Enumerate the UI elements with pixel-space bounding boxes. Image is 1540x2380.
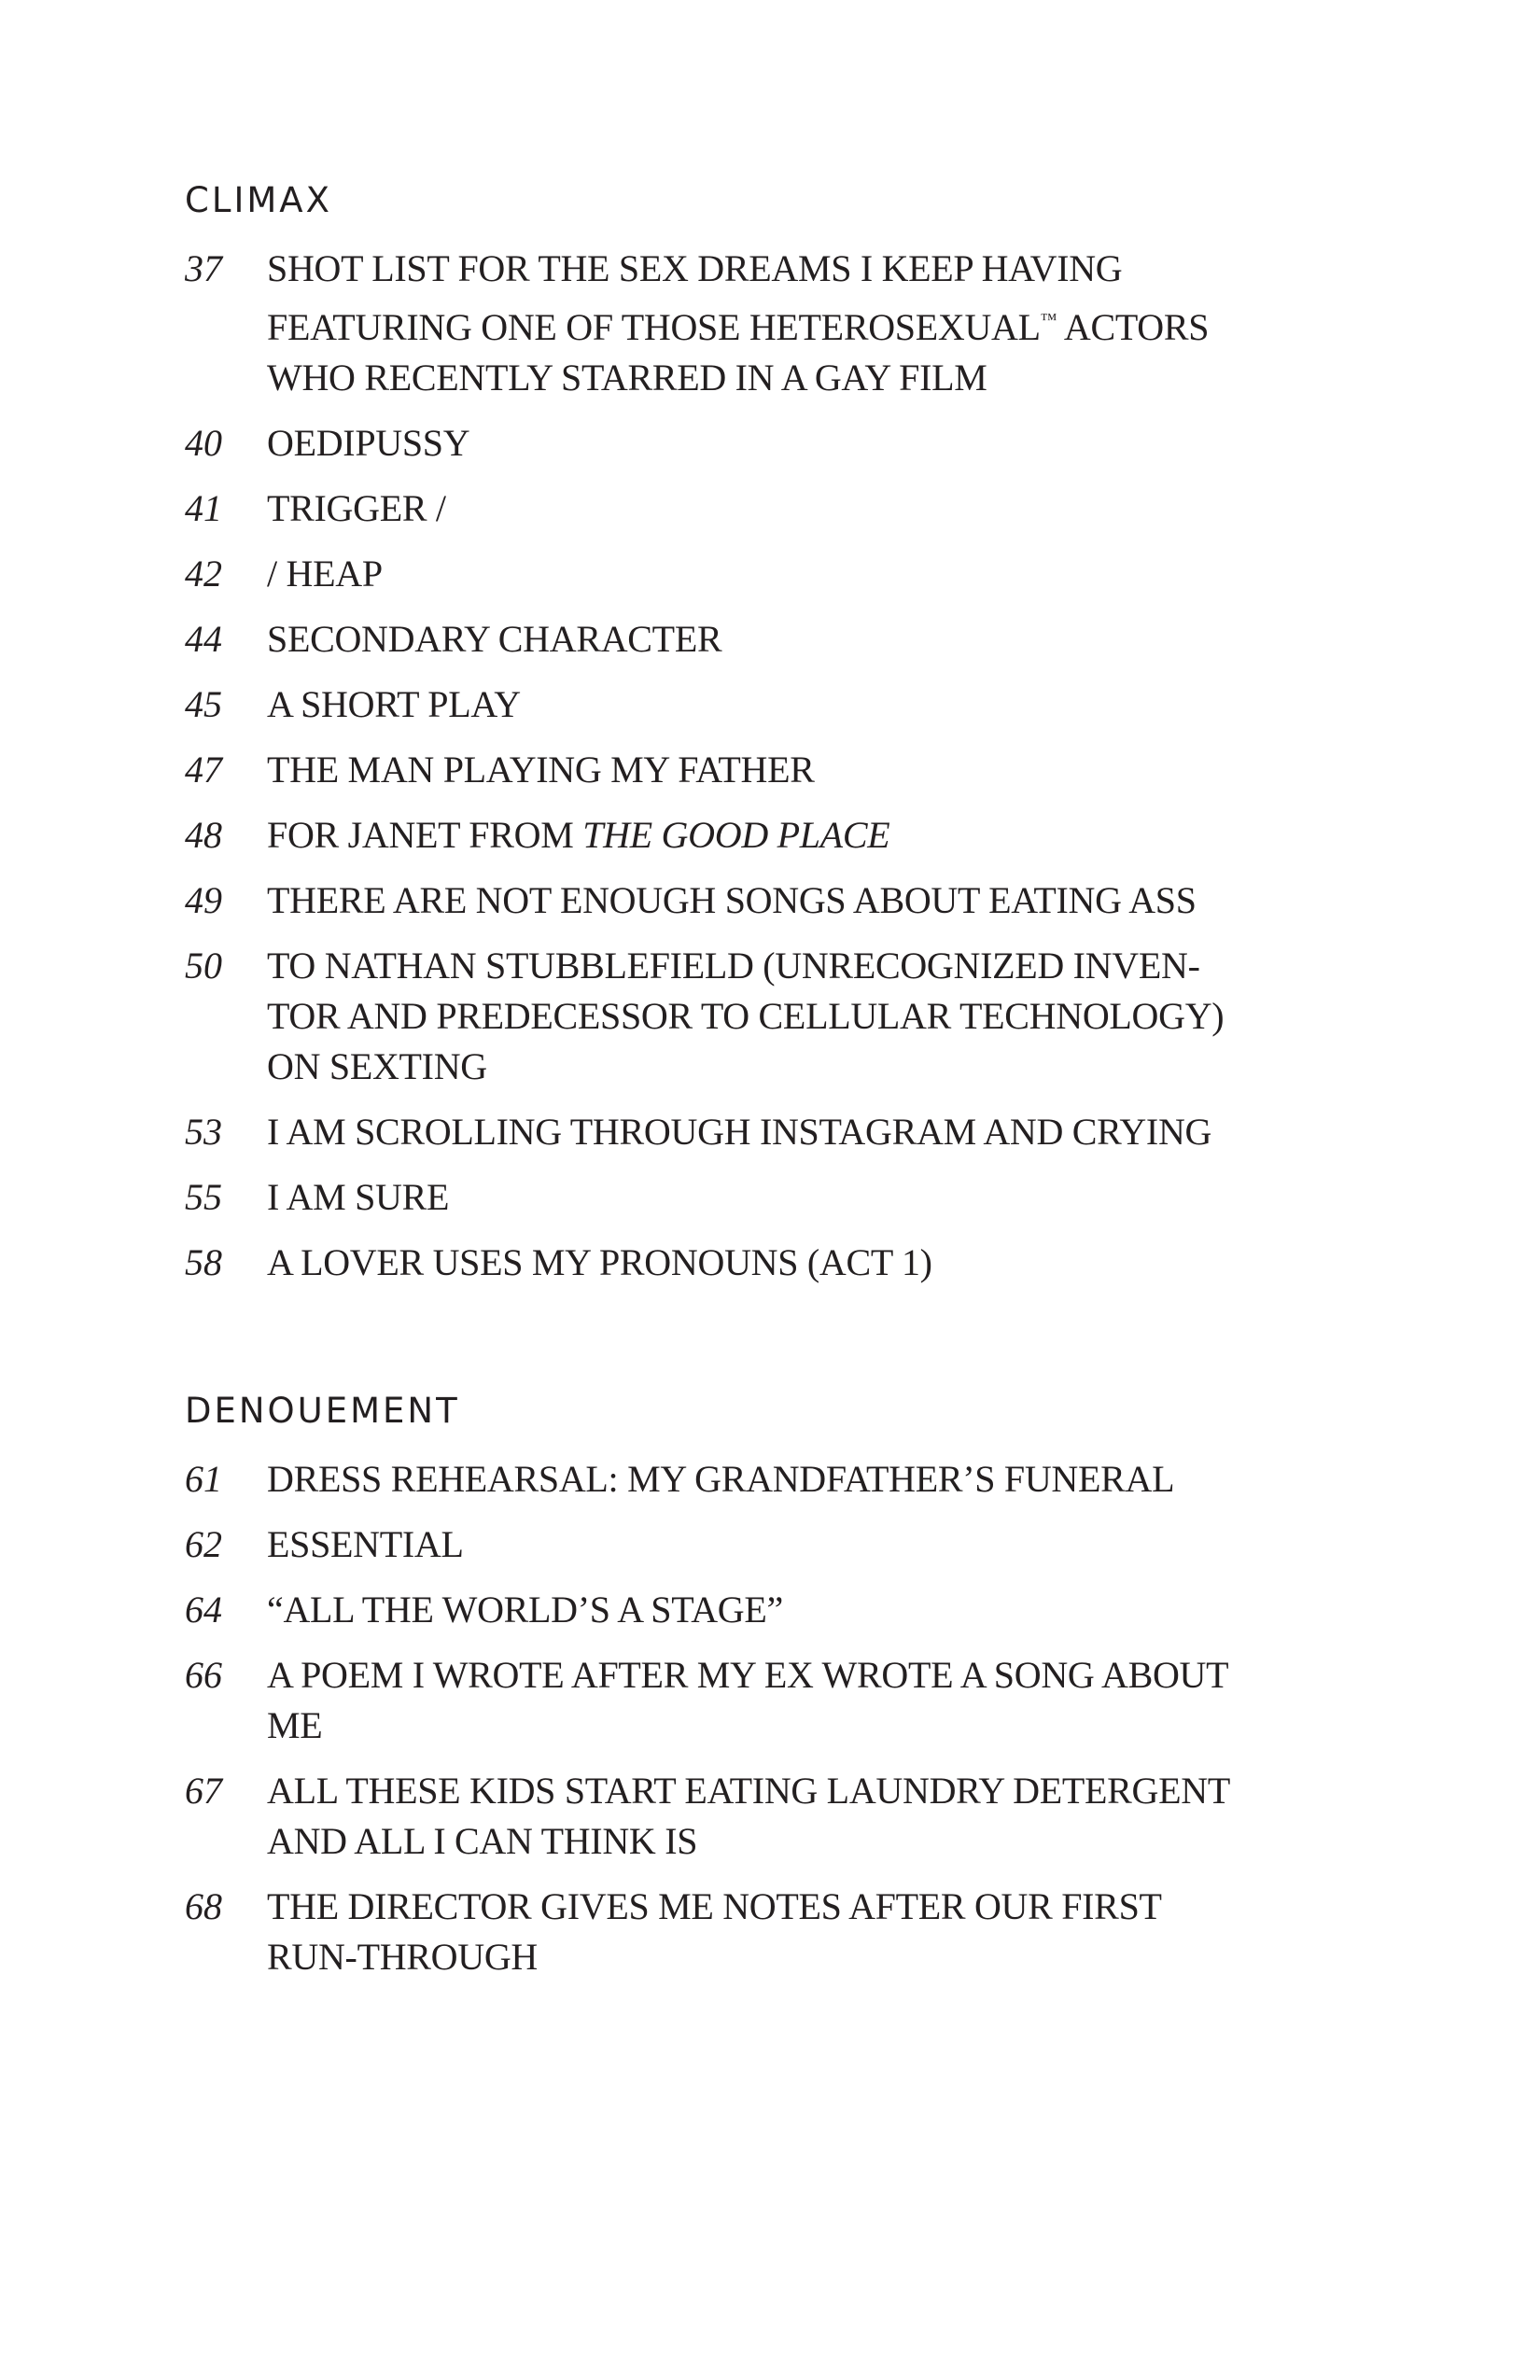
page-number: 53 (185, 1111, 222, 1153)
entry-title: TO NATHAN STUBBLEFIELD (UNRECOGNIZED INVEN- TOR AND PREDECESSOR TO CELLULAR TECHNOLOGY) ON SEXTING (267, 945, 1225, 1087)
entry-title (267, 810, 1361, 861)
entry-title: / HEAP (267, 553, 383, 595)
entry-title-part: FOR JANET FROM (267, 814, 583, 856)
entry-title-part: SHOT LIST FOR THE SEX DREAMS I KEEP HAVING FEATURING ONE OF THOSE HETEROSEXUAL (267, 247, 1123, 348)
entry-title: ESSENTIAL (267, 1523, 464, 1565)
entry-title: A LOVER USES MY PRONOUNS (ACT 1) (267, 1241, 932, 1283)
page-number: 48 (185, 814, 222, 856)
entry-title: DRESS REHEARSAL: MY GRANDFATHER’S FUNERAL (267, 1458, 1175, 1500)
page-number: 68 (185, 1885, 222, 1927)
toc-entry (185, 1519, 1361, 1570)
page-number: 45 (185, 683, 222, 725)
toc-entry (185, 1107, 1361, 1157)
page-number: 64 (185, 1589, 222, 1631)
page-number: 66 (185, 1654, 222, 1696)
page-number: 61 (185, 1458, 222, 1500)
page-number: 67 (185, 1770, 222, 1812)
entry-title: TRIGGER / (267, 487, 446, 529)
toc-entry (185, 1650, 1361, 1751)
entry-title: A SHORT PLAY (267, 683, 521, 725)
toc-entry (185, 1585, 1361, 1635)
toc-entry (185, 1172, 1361, 1223)
entry-title: THE MAN PLAYING MY FATHER (267, 749, 815, 791)
toc-entry (185, 1238, 1361, 1288)
toc-entry (185, 244, 1361, 403)
entry-title (267, 244, 1361, 403)
section-denouement (185, 1391, 1361, 1997)
toc-entry (185, 1882, 1361, 1982)
toc-entry (185, 549, 1361, 599)
section-climax (185, 180, 1361, 1303)
toc-entry (185, 418, 1361, 469)
entry-title-part: ACTORS WHO RECENTLY STARRED IN A GAY FILM (267, 306, 1210, 399)
page-number: 44 (185, 618, 222, 660)
page-number: 58 (185, 1241, 222, 1283)
entry-title: THE DIRECTOR GIVES ME NOTES AFTER OUR FIRST RUN-THROUGH (267, 1885, 1162, 1978)
page-number: 42 (185, 553, 222, 595)
entry-title: A POEM I WROTE AFTER MY EX WROTE A SONG ABOUT ME (267, 1654, 1229, 1746)
entry-title: ALL THESE KIDS START EATING LAUNDRY DETERGENT AND ALL I CAN THINK IS (267, 1770, 1230, 1862)
entry-title: “ALL THE WORLD’S A STAGE” (267, 1589, 783, 1631)
entry-title: I AM SCROLLING THROUGH INSTAGRAM AND CRYING (267, 1111, 1212, 1153)
toc-entry (185, 614, 1361, 665)
page-number: 49 (185, 879, 222, 921)
entry-title: THERE ARE NOT ENOUGH SONGS ABOUT EATING ASS (267, 879, 1197, 921)
toc-entry (185, 875, 1361, 926)
page-number: 40 (185, 422, 222, 464)
toc-entry (185, 1766, 1361, 1867)
page-number: 55 (185, 1176, 222, 1218)
page-number: 62 (185, 1523, 222, 1565)
toc-entry (185, 679, 1361, 730)
trademark-symbol: ™ (1040, 310, 1057, 329)
toc-entry (185, 941, 1361, 1092)
entry-title: OEDIPUSSY (267, 422, 470, 464)
page-number: 41 (185, 487, 222, 529)
section-heading-denouement: DENOUEMENT (185, 1391, 460, 1431)
page-number: 50 (185, 945, 222, 987)
toc-entry (185, 1454, 1361, 1505)
entry-title: I AM SURE (267, 1176, 450, 1218)
toc-entry (185, 745, 1361, 795)
entry-title: SECONDARY CHARACTER (267, 618, 722, 660)
toc-entry (185, 810, 1361, 861)
entry-title-italic: THE GOOD PLACE (582, 814, 890, 856)
section-heading-climax: CLIMAX (185, 180, 332, 220)
page-number: 47 (185, 749, 222, 791)
page-number: 37 (185, 247, 222, 289)
toc-entry (185, 483, 1361, 534)
